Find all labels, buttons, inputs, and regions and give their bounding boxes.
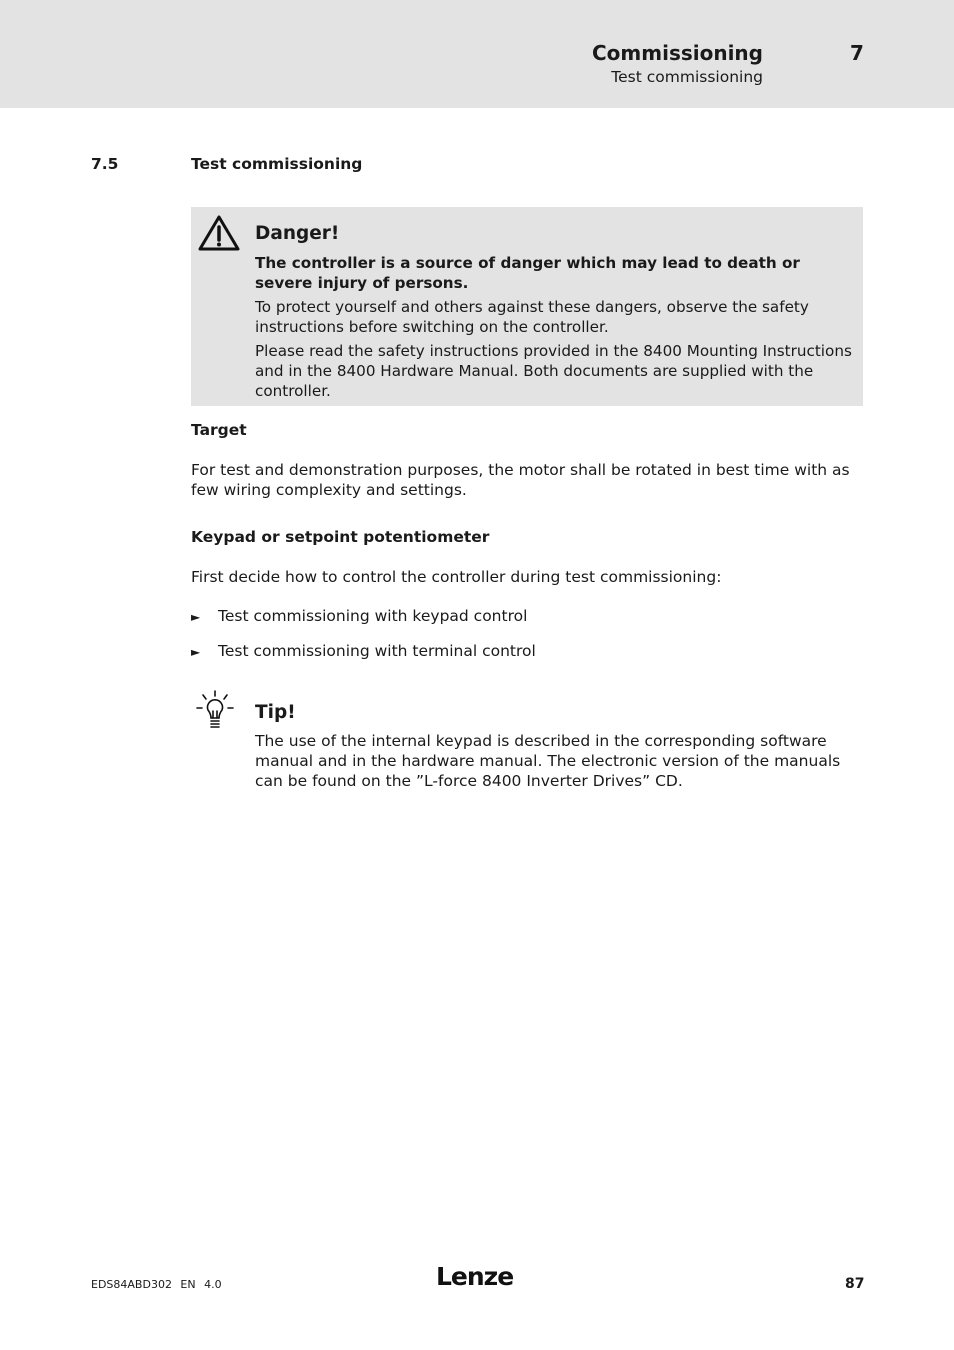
danger-paragraph-2: Please read the safety instructions provided in the 8400 Mounting Instructions and in the 8400 Hardware Manual. Both documents are supplied with the controller. [255,342,852,400]
list-item-text: Test commissioning with keypad control [218,607,528,625]
page-number: 87 [845,1276,865,1292]
keypad-intro: First decide how to control the controller during test commissioning: [191,568,722,586]
chapter-number: 7 [850,41,864,65]
section-title: Test commissioning [191,155,363,173]
bullet-arrow-icon: ► [191,610,201,624]
danger-notice [191,207,863,406]
section-number: 7.5 [91,155,119,173]
document-code: EDS84ABD302 EN 4.0 [91,1278,222,1291]
list-item-text: Test commissioning with terminal control [218,642,536,660]
lightbulb-icon [195,690,235,736]
danger-lead: The controller is a source of danger which may lead to death or severe injury of persons. [255,254,800,292]
danger-body [255,253,859,405]
tip-title: Tip! [255,702,296,723]
danger-title: Danger! [255,223,340,244]
danger-paragraph-1: To protect yourself and others against these dangers, observe the safety instructions before switching on the controller. [255,298,809,336]
bullet-arrow-icon: ► [191,645,201,659]
tip-body: The use of the internal keypad is described in the corresponding software manual and in the hardware manual. The electronic version of the manuals can be found on the ”L-force 8400 Inverter Drives” CD. [255,732,841,790]
lenze-logo: Lenze [436,1262,514,1291]
target-text: For test and demonstration purposes, the motor shall be rotated in best time with as few wiring complexity and settings. [191,461,850,499]
keypad-heading: Keypad or setpoint potentiometer [191,528,490,546]
warning-triangle-icon [197,213,241,257]
chapter-title: Commissioning [591,41,763,65]
header-band [0,0,954,108]
chapter-subtitle: Test commissioning [611,68,763,86]
target-heading: Target [191,421,247,439]
